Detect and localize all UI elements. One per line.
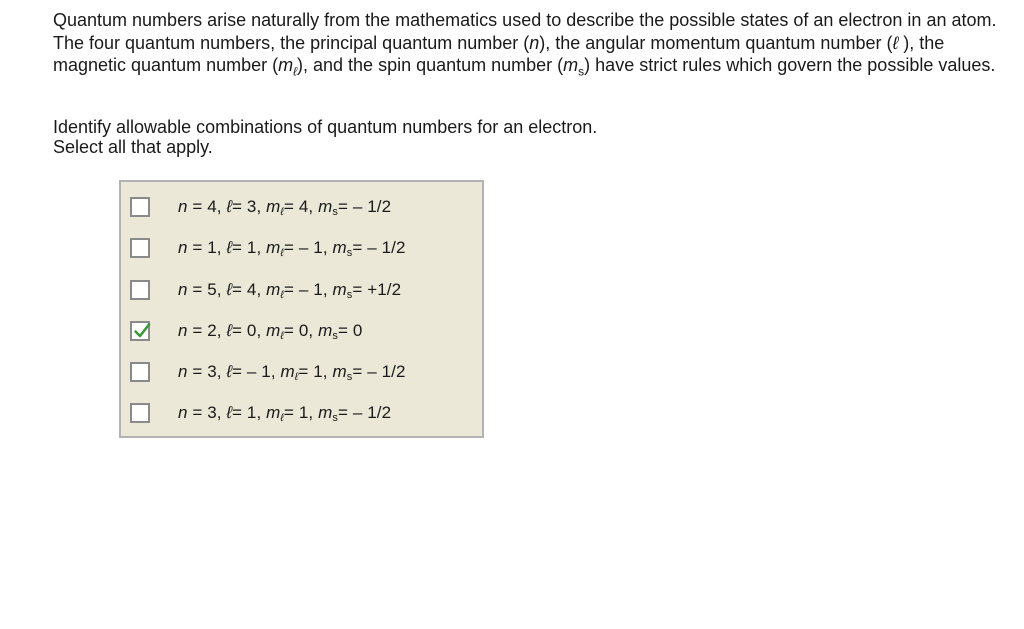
prompt-line-1: Identify allowable combinations of quantum numbers for an electron.	[53, 117, 598, 137]
intro-text-2: ), the angular momentum quantum number (	[539, 32, 893, 53]
option-label: n = 2, ℓ= 0, $m_\ell= 0$, $m_s= 0$	[178, 320, 363, 342]
option-checkbox[interactable]	[130, 403, 150, 423]
option-checkbox[interactable]	[130, 197, 150, 217]
option-checkbox[interactable]	[130, 280, 150, 300]
answer-options-panel	[119, 180, 484, 438]
intro-l-symbol: ℓ	[892, 32, 899, 53]
prompt-line-2: Select all that apply.	[53, 137, 213, 157]
intro-ms-subscript: s	[578, 64, 585, 79]
intro-ms-symbol: m	[563, 55, 579, 75]
answer-option[interactable]	[121, 311, 482, 351]
intro-n-symbol: n	[529, 32, 540, 53]
answer-option[interactable]	[121, 393, 482, 433]
answer-option[interactable]	[121, 228, 482, 268]
checkmark-icon	[133, 322, 151, 340]
intro-text-1: Quantum numbers arise naturally from the mathematics used to describe the possible states of an electron in an atom. The four quantum numbers, the principal quantum number (	[53, 10, 997, 53]
option-label: n = 1, ℓ= 1, $m_\ell= - 1$, $m_s= - 1/2$	[178, 237, 406, 259]
option-checkbox[interactable]	[130, 362, 150, 382]
intro-text-3: ), the magnetic quantum number (	[53, 32, 945, 75]
answer-option[interactable]	[121, 187, 482, 227]
option-checkbox[interactable]	[130, 238, 150, 258]
option-checkbox[interactable]	[130, 321, 150, 341]
intro-text-5: ) have strict rules which govern the possible values.	[584, 55, 996, 75]
answer-option[interactable]	[121, 270, 482, 310]
intro-ml-symbol: m	[278, 55, 294, 75]
option-label: n = 3, ℓ= – 1, $m_\ell= 1$, $m_s= - 1/2$	[178, 361, 406, 383]
option-label: n = 5, ℓ= 4, $m_\ell= - 1$, $m_s= +1/2$	[178, 279, 402, 301]
option-label: n = 3, ℓ= 1, $m_\ell= 1$, $m_s= - 1/2$	[178, 402, 392, 424]
question-prompt	[53, 117, 953, 157]
intro-text-4: ), and the spin quantum number (	[297, 55, 564, 75]
answer-option[interactable]	[121, 352, 482, 392]
option-label: n = 4, ℓ= 3, $m_\ell= 4$, $m_s= - 1/2$	[178, 196, 392, 218]
intro-ml-subscript: ℓ	[293, 64, 298, 79]
question-intro	[53, 9, 998, 83]
